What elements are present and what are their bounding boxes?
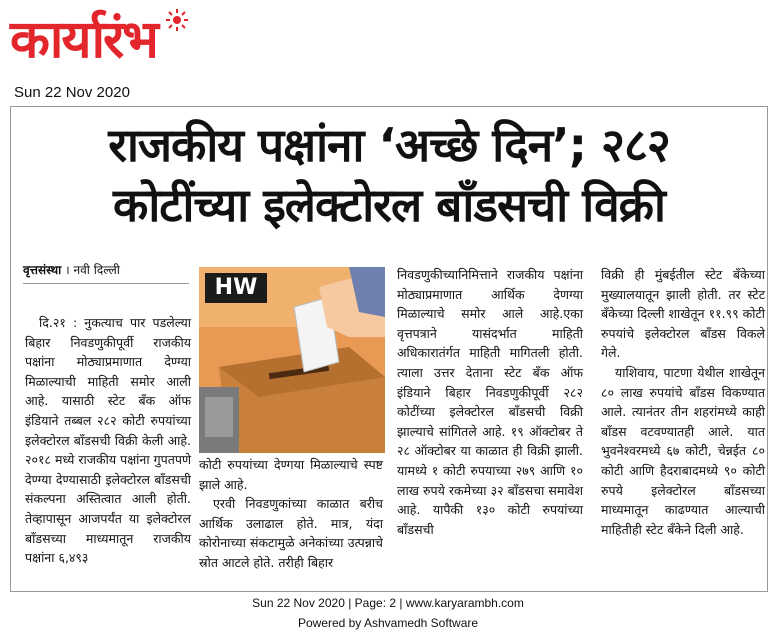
headline-line-1: राजकीय पक्षांना ‘अच्छे दिन’; २८२ [108,118,670,172]
column-4 [601,265,765,539]
footer-powered-by: Powered by Ashvamedh Software [297,616,479,630]
column-4-para-2: याशिवाय, पाटणा येथील शाखेतून ८० लाख रुपयांचे बाँडस विकण्यात आले. त्यानंतर तीन शहरांमध्ये काही बाँडस वटवण्यातही आले. यात भुवनेश्वरमध्ये ६७ कोटी, चेन्नईत ८० कोटी आणि हैदराबादमध्ये ९० कोटी रुपये इलेक्टोरल बाँडसच्या माध्यमातून काढण्यात आल्याची माहितीही स्टेट बँकेने दिली आहे. [601,364,765,537]
byline-source: वृत्तसंस्था [23,263,62,277]
edition-date: Sun 22 Nov 2020 [14,84,130,101]
column-2-para-2: एरवी निवडणुकांच्या काळात बरीच आर्थिक उलाढाल होते. मात्र, यंदा कोरोनाच्या संकटामुळे अनेकांच्या उत्पन्नाचे स्रोत आटले होते. तरीही बिहार [199,496,383,570]
headline-line-2: कोटींच्या इलेक्टोरल बाँडसची विक्री [113,178,665,232]
footer-page-info[interactable]: Sun 22 Nov 2020 | Page: 2 | www.karyarambh.com [252,596,524,610]
byline-divider [23,283,189,284]
column-2 [199,455,383,573]
article-image [199,267,385,453]
sun-icon [165,8,189,32]
column-2-para-1: कोटी रुपयांच्या देण्गया मिळाल्याचे स्पष्ट झाले आहे. [199,457,383,492]
byline-place: । नवी दिल्ली [65,263,120,277]
article-clipping [10,106,768,592]
masthead [0,0,776,108]
byline [23,261,120,278]
logo[interactable]: कार्यारंभ [10,10,157,70]
column-1: दि.२१ : नुकत्याच पार पडलेल्या बिहार निवडणुकीपूर्वी राजकीय पक्षांना मोठ्याप्रमाणात देण्ग्या मिळाल्याची माहिती समोर आली आहे. यासाठी स्टेट बँक ऑफ इंडियाने तब्बल २८२ कोटी रुपयांच्या इलेक्टोरल बाँडसची विक्री केली आहे. २०१८ मध्ये राजकीय पक्षांना गुपतपणे देण्ग्या देण्यासाठी इलेक्टोरल बाँडसची संकल्पना अस्तित्वात आली होती. तेव्हापासून आजपर्यंत या इलेक्टोरल बाँडसच्या माध्यमातून राजकीय पक्षांना ६,४९३ [25,315,191,566]
column-4-para-1: विक्री ही मुंबईतील स्टेट बँकेच्या मुख्यालयातून झाली होती. तर स्टेट बँकेच्या दिल्ली शाखेतून ११.९९ कोटी रुपयांचे इलेक्टोरल बाँडस विकले गेले. [601,267,765,361]
channel-logo: HW [205,273,267,303]
column-3: निवडणुकीच्यानिमित्ताने राजकीय पक्षांना मोठ्याप्रमाणात आर्थिक देणग्या मिळाल्याचे समोर आले आहे.एका वृत्तपत्राने यासंदर्भात माहिती अधिकारातंर्गत माहिती मागितली होती. त्याला उत्तर देताना स्टेट बँक ऑफ इंडियाने बिहार निवडणुकीपूर्वी २८२ कोटींच्या इलेक्टोरल बाँडसची विक्री झाल्याचे सांगितले आहे. १९ ऑक्टोबर ते २८ ऑक्टोबर या काळात ही विक्री झाली. यामध्ये १ कोटी रुपयाच्या २७९ आणि १० लाख रुपये रकमेच्या ३२ बाँडसचा समावेश आहे. यापैकी १३० कोटी रुपयांच्या बाँडसची [397,267,583,537]
headline [11,115,767,235]
